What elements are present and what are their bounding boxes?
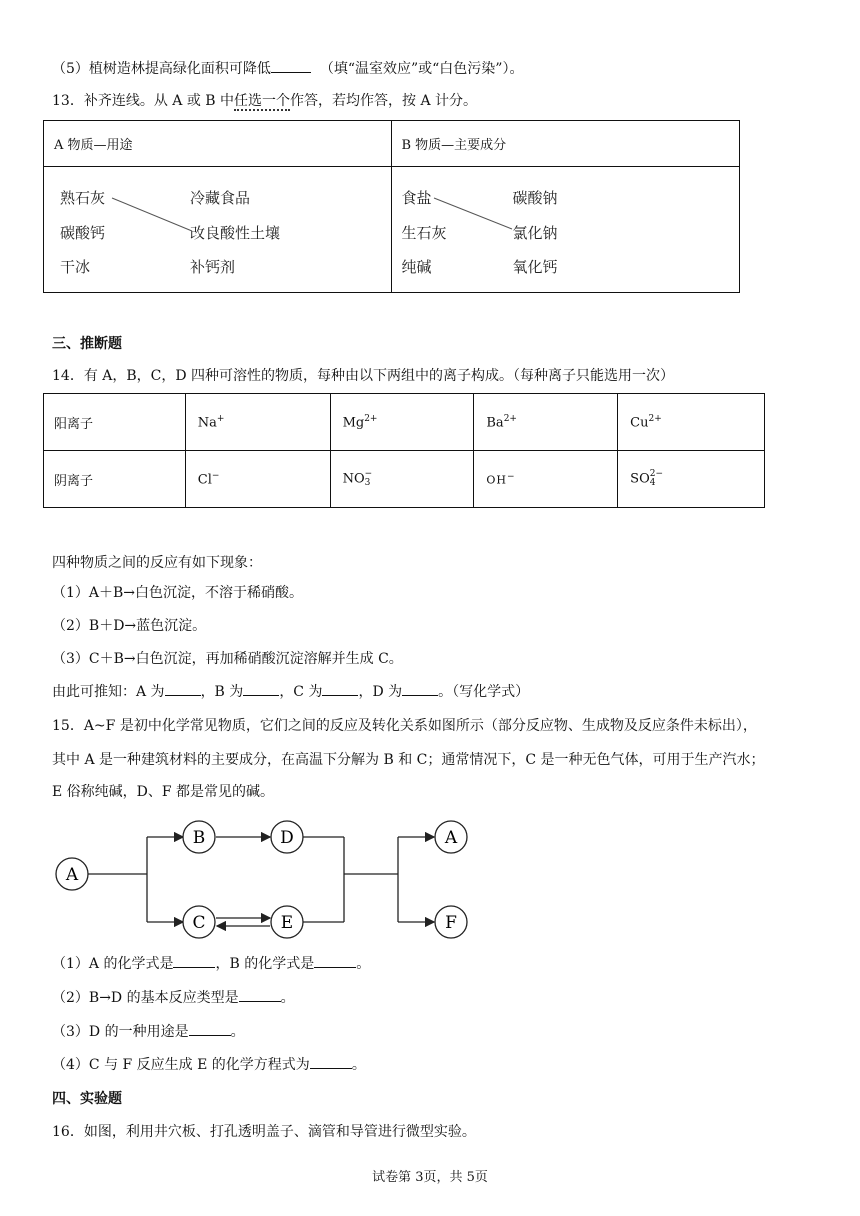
answer-blank[interactable]: [271, 59, 311, 73]
q13-a-header: A 物质—用途: [44, 121, 392, 167]
svg-text:B: B: [192, 828, 206, 848]
q14-obs3: （3）C＋B→白色沉淀，再加稀硝酸沉淀溶解并生成 C。: [52, 651, 403, 667]
a-left-item: 熟石灰: [60, 189, 106, 207]
q14-stem: 14．有 A，B，C，D 四种可溶性的物质，每种由以下两组中的离子构成。（每种离子只能选用一次）: [52, 368, 675, 384]
node-b: [183, 821, 215, 853]
q14-obs1: （1）A＋B→白色沉淀，不溶于稀硝酸。: [52, 585, 304, 601]
q13-stem-emphasis: 任选一个: [234, 93, 291, 109]
node-c: [183, 906, 215, 938]
answer-blank-a[interactable]: [165, 682, 201, 696]
cation-label: 阳离子: [44, 394, 186, 451]
node-a-product: [435, 821, 467, 853]
q13-stem-part1: 13．补齐连线。从 A 或 B 中: [52, 93, 235, 109]
cation-ba: $Ba^{2+}$: [474, 394, 618, 451]
q15-sub2: （2）B→D 的基本反应类型是 。: [52, 990, 295, 1006]
answer-blank[interactable]: [173, 954, 215, 968]
answer-blank[interactable]: [239, 988, 281, 1002]
answer-blank[interactable]: [189, 1022, 231, 1036]
a-right-item: 改良酸性土壤: [190, 224, 281, 242]
q14-inference: 由此可推知：A 为 ，B 为 ，C 为 ，D 为 。（写化学式）: [52, 684, 530, 700]
node-a: [56, 858, 88, 890]
cation-cu: $Cu^{2+}$: [618, 394, 765, 451]
q13-matching-table: [43, 120, 740, 293]
anion-no3: NO − 3: [330, 451, 474, 508]
b-connect-line: [392, 167, 741, 293]
q15-stem-line1: 15．A~F 是初中化学常见物质，它们之间的反应及转化关系如图所示（部分反应物、生成物及反应条件未标出），: [52, 718, 757, 734]
q15-stem-line3: E 俗称纯碱，D、F 都是常见的碱。: [52, 784, 275, 800]
svg-text:D: D: [280, 828, 294, 848]
answer-blank[interactable]: [314, 954, 356, 968]
a-connect-line: [44, 167, 392, 293]
answer-blank-d[interactable]: [402, 682, 438, 696]
q12-sub5-suffix: （填“温室效应”或“白色污染”）。: [319, 61, 524, 77]
q15-stem-line2: 其中 A 是一种建筑材料的主要成分，在高温下分解为 B 和 C；通常情况下，C 是一种无色气体，可用于生产汽水；: [52, 752, 765, 768]
q15-relation-diagram: [0, 815, 860, 940]
b-left-item: 食盐: [401, 189, 432, 207]
q15-sub1: （1）A 的化学式是 ，B 的化学式是 。: [52, 956, 371, 972]
svg-text:E: E: [280, 913, 294, 933]
section-4-title: 四、实验题: [52, 1091, 122, 1107]
q13-a-cell: [44, 167, 392, 293]
svg-text:A: A: [444, 828, 458, 848]
node-d: [271, 821, 303, 853]
b-right-item: 氯化钠: [512, 224, 558, 242]
b-right-item: 碳酸钠: [512, 189, 558, 207]
cation-mg: $Mg^{2+}$: [330, 394, 474, 451]
a-right-item: 冷藏食品: [190, 189, 251, 207]
q15-sub3: （3）D 的一种用途是 。: [52, 1024, 245, 1040]
q14-obs2: （2）B＋D→蓝色沉淀。: [52, 618, 207, 634]
a-right-item: 补钙剂: [190, 258, 236, 276]
q13-stem: [52, 91, 477, 111]
anion-oh: OH−: [474, 451, 618, 508]
b-right-item: 氧化钙: [512, 258, 558, 276]
node-e: [271, 906, 303, 938]
anion-so4: SO 2− 4: [618, 451, 765, 508]
anion-cl: Cl−: [185, 451, 330, 508]
answer-blank-b[interactable]: [243, 682, 279, 696]
svg-text:F: F: [445, 913, 457, 933]
anion-label: 阴离子: [44, 451, 186, 508]
answer-blank[interactable]: [310, 1055, 352, 1069]
answer-blank-c[interactable]: [322, 682, 358, 696]
q12-sub5: [52, 59, 523, 79]
b-left-item: 生石灰: [401, 224, 447, 242]
a-left-item: 干冰: [60, 258, 91, 276]
q14-ion-table: [43, 393, 765, 508]
q13-b-cell: [391, 167, 740, 293]
svg-text:A: A: [65, 865, 79, 885]
q14-intro: 四种物质之间的反应有如下现象：: [52, 555, 262, 571]
section-3-title: 三、推断题: [52, 336, 122, 352]
q13-stem-part2: 作答，若均作答，按 A 计分。: [290, 93, 478, 109]
a-left-item: 碳酸钙: [60, 224, 106, 242]
svg-text:C: C: [192, 913, 206, 933]
b-left-item: 纯碱: [401, 258, 432, 276]
q12-sub5-prefix: （5）植树造林提高绿化面积可降低: [52, 61, 271, 77]
page-footer: 试卷第 3页，共 5页: [372, 1170, 488, 1185]
cation-na: Na+: [185, 394, 330, 451]
q15-sub4: （4）C 与 F 反应生成 E 的化学方程式为 。: [52, 1057, 366, 1073]
q13-b-header: B 物质—主要成分: [391, 121, 740, 167]
q16-stem: 16．如图，利用井穴板、打孔透明盖子、滴管和导管进行微型实验。: [52, 1124, 476, 1140]
node-f: [435, 906, 467, 938]
